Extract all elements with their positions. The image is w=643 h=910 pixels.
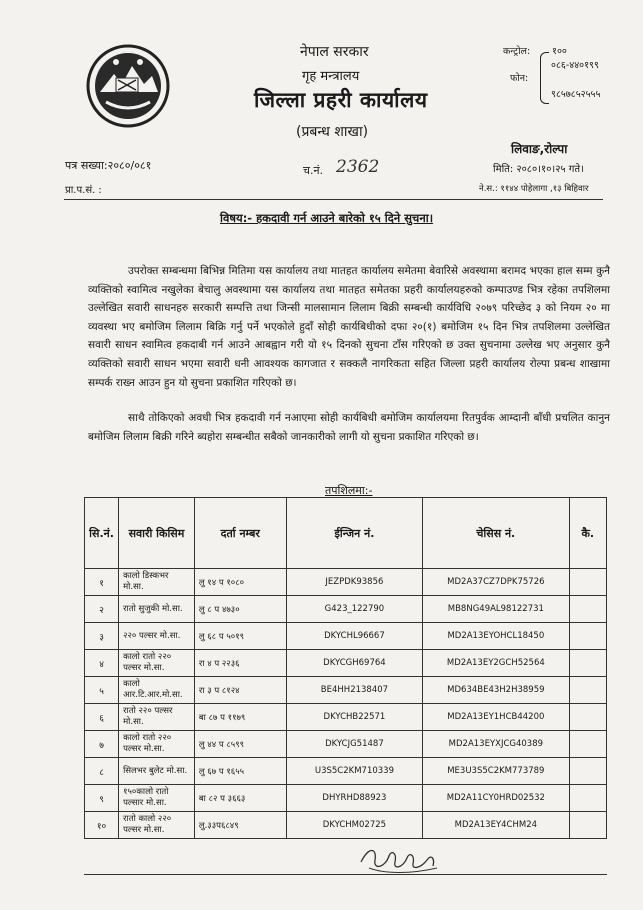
cell-engine: DKYCHL96667 — [286, 623, 422, 650]
phone-brace — [540, 52, 549, 104]
cell-sn: ६ — [85, 704, 119, 731]
cell-chassis: MD2A13EY2GCH52564 — [423, 650, 569, 677]
office-name: जिल्ला प्रहरी कार्यालय — [254, 88, 428, 112]
col-header-type: सवारी किसिम — [119, 498, 195, 569]
col-header-registration: दर्ता नम्बर — [194, 498, 286, 569]
table-row — [85, 650, 607, 677]
table-row — [85, 596, 607, 623]
cell-remarks — [569, 623, 606, 650]
cell-sn: ५ — [85, 677, 119, 704]
cell-chassis: MD2A13EY4CHM24 — [423, 812, 569, 839]
vehicle-table — [84, 497, 607, 839]
cell-registration: लु ६७ प १६५५ — [194, 758, 286, 785]
notice-paragraph-1: उपरोक्त सम्बन्धमा बिभिन्न मितिमा यस कार्यालय तथा मातहत कार्यालय समेतमा बेवारिसे अवस्थामा बरामद भएका हाल सम्म कुनै व्यक्तिको स्वामित्व नखुलेका बेचालु अवस्थामा यस कार्यालय तथा मातहत समेतका प्रहरी कार्यालयहरुको कम्पाउण्ड भित्र रहेका तपशिलमा उल्लेखित सवारी साधनहरु सरकारी सम्पत्ति तथा जिन्सी मालसामान लिलाम बिक्री सम्बन्धी कार्यविधि २०७९ परिच्छेद ३ को नियम २० मा व्यवस्था भए बमोजिम लिलाम बिक्रि गर्नु पर्ने भएकोले हुदाँ सोही कार्यबिधीको दफा २०(१) बमोजिम १५ दिन भित्र तपशिलमा उल्लेखित सवारी साधन स्वामित्व हकदाबी गर्न आउने आबह्वान गरी यो १५ दिनको सुचना टाँस गरिएको छ उक्त सुचनामा उल्लेख भए अनुसार कुनै व्यक्तिको सवारी साधन भएमा सवारी धनी आवश्यक कागजात र सक्कलै नागरिकता सहित जिल्ला प्रहरी कार्यालय रोल्पा प्रबन्ध शाखामा सम्पर्क राख्न आउन हुन यो सुचना प्रकाशित गरिएको छ। — [88, 265, 610, 389]
cell-registration: लु ६८ प ५०१९ — [194, 623, 286, 650]
cell-engine: U3S5C2KM710339 — [286, 758, 422, 785]
cell-remarks — [569, 650, 606, 677]
cell-registration: लु.३३प६८४९ — [194, 812, 286, 839]
footer-divider — [84, 874, 607, 875]
cell-chassis: MD2A37CZ7DPK75726 — [423, 569, 569, 596]
phone-label-office: फोन: — [510, 73, 529, 84]
phone-label-control: कन्ट्रोल: — [503, 46, 531, 57]
col-header-remarks: कै. — [569, 498, 606, 569]
cell-type: रातो सुजुकी मो.सा. — [119, 596, 195, 623]
cell-registration: लु ४४ प ८५९९ — [194, 731, 286, 758]
cell-sn: १ — [85, 569, 119, 596]
cell-type: रातो कालो २२० पल्सर मो.सा. — [119, 812, 195, 839]
government-name: नेपाल सरकार — [300, 44, 369, 60]
phone-value-control: १०० — [552, 46, 567, 57]
table-row — [85, 677, 607, 704]
table-row — [85, 569, 607, 596]
cell-type: २२० पल्सर मो.सा. — [119, 623, 195, 650]
cell-chassis: MD2A13EYXJCG40389 — [423, 731, 569, 758]
cell-registration: रा ३ प ८१२४ — [194, 677, 286, 704]
branch-name: (प्रबन्ध शाखा) — [296, 124, 369, 140]
cell-engine: DKYCGH69764 — [286, 650, 422, 677]
col-header-sn: सि.नं. — [85, 498, 119, 569]
cell-type: १५०कालो रातो पल्सार मो.सा. — [119, 785, 195, 812]
cell-remarks — [569, 731, 606, 758]
cell-engine: G423_122790 — [286, 596, 422, 623]
cell-chassis: ME3U3S5C2KM773789 — [423, 758, 569, 785]
cell-type: कालो डिस्कभर मो.सा. — [119, 569, 195, 596]
received-number: प्रा.प.सं. : — [65, 185, 102, 196]
nepal-emblem-icon — [86, 44, 170, 128]
cell-sn: ३ — [85, 623, 119, 650]
cell-type: कालो आर.टि.आर.मो.सा. — [119, 677, 195, 704]
cell-engine: BE4HH2138407 — [286, 677, 422, 704]
cell-remarks — [569, 758, 606, 785]
nepal-sambat-date: ने.स.: ११४४ पोहेलागा ,१३ बिहिवार — [479, 184, 589, 194]
cell-type: कालो रातो २२० पल्सर मो.सा. — [119, 650, 195, 677]
signature-icon — [355, 838, 441, 878]
table-row — [85, 758, 607, 785]
cell-registration: लु ८ प ४७३० — [194, 596, 286, 623]
notice-paragraph-2: साथै तोकिएको अवधी भित्र हकदावी गर्न नआएमा सोही कार्यबिधी बमोजिम कार्यालयमा रितपुर्वक आम्दानी बाँधी प्रचलित कानुन बमोजिम लिलाम बिक्री गरिने ब्यहोरा सम्बन्धीत सबैको जानकारीको लागी यो सुचना प्रकाशित गरिएको छ। — [88, 412, 610, 443]
col-header-chassis: चेसिस नं. — [423, 498, 569, 569]
cell-sn: २ — [85, 596, 119, 623]
cell-registration: रा ४ प २२३६ — [194, 650, 286, 677]
cell-type: सिलभर बुलेट मो.सा. — [119, 758, 195, 785]
cell-remarks — [569, 812, 606, 839]
cell-remarks — [569, 785, 606, 812]
phone-value-2: ९८५७८५२५५५ — [551, 89, 601, 100]
cell-sn: ९ — [85, 785, 119, 812]
cell-sn: ४ — [85, 650, 119, 677]
cell-engine: DHYRHD88923 — [286, 785, 422, 812]
table-header-row — [85, 498, 607, 569]
schedule-title: तपशिलमा:- — [325, 484, 373, 497]
cell-engine: DKYCHM02725 — [286, 812, 422, 839]
col-header-engine: ईन्जिन नं. — [286, 498, 422, 569]
cell-sn: १० — [85, 812, 119, 839]
office-location: लिवाङ,रोल्पा — [511, 142, 568, 156]
dispatch-label: च.नं. — [303, 164, 324, 177]
cell-remarks — [569, 677, 606, 704]
cell-chassis: MD2A13EYOHCL18450 — [423, 623, 569, 650]
dispatch-number: 2362 — [336, 157, 380, 177]
cell-registration: बा ८७ प ११७९ — [194, 704, 286, 731]
cell-engine: DKYCJG51487 — [286, 731, 422, 758]
table-row — [85, 731, 607, 758]
cell-sn: ८ — [85, 758, 119, 785]
header-divider — [64, 199, 603, 200]
cell-chassis: MD2A11CY0HRD02532 — [423, 785, 569, 812]
cell-registration: लु १४ प १०८० — [194, 569, 286, 596]
cell-remarks — [569, 704, 606, 731]
table-row — [85, 704, 607, 731]
letter-number: पत्र सख्या:२०८०/०८१ — [65, 159, 152, 172]
cell-registration: बा ८२ प ३६६३ — [194, 785, 286, 812]
cell-remarks — [569, 569, 606, 596]
cell-chassis: MB8NG49AL98122731 — [423, 596, 569, 623]
phone-value-1: ०८६-४४०१९९ — [551, 60, 599, 71]
table-row — [85, 785, 607, 812]
cell-type: कालो रातो २२० पल्सर मो.सा. — [119, 731, 195, 758]
cell-engine: JEZPDK93856 — [286, 569, 422, 596]
cell-remarks — [569, 596, 606, 623]
table-row — [85, 812, 607, 839]
cell-type: रातो २२० पल्सर मो.सा. — [119, 704, 195, 731]
issue-date: मिति: २०८०।१०।२५ गते। — [493, 164, 584, 175]
cell-sn: ७ — [85, 731, 119, 758]
cell-engine: DKYCHB22571 — [286, 704, 422, 731]
table-row — [85, 623, 607, 650]
cell-chassis: MD634BE43H2H38959 — [423, 677, 569, 704]
notice-subject: विषय:- हकदावी गर्न आउने बारेको १५ दिने सुचना। — [220, 211, 434, 225]
cell-chassis: MD2A13EY1HCB44200 — [423, 704, 569, 731]
ministry-name: गृह मन्त्रालय — [302, 69, 360, 84]
